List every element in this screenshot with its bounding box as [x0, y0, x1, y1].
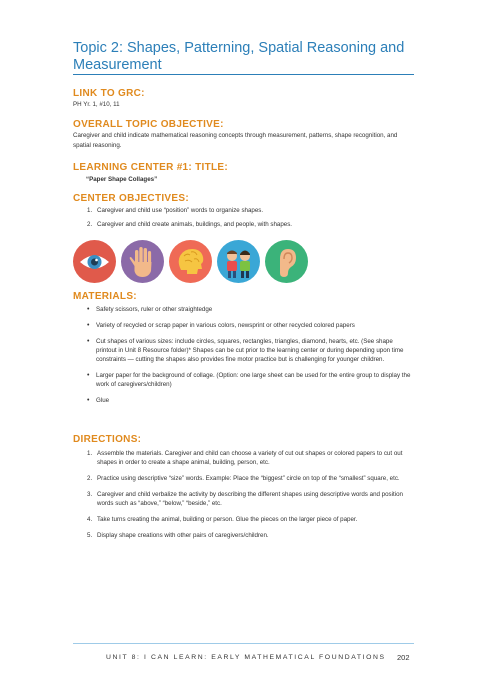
title-divider	[73, 74, 414, 75]
grc-text: PH Yr. 1, #10, 11	[73, 101, 120, 108]
footer-unit-title: UNIT 8: I CAN LEARN: EARLY MATHEMATICAL FOUNDATIONS	[106, 654, 386, 661]
list-item: 1. Caregiver and child use “position” words to organize shapes.	[87, 207, 264, 214]
eye-icon	[73, 240, 116, 283]
materials-heading: MATERIALS:	[73, 291, 137, 302]
list-item: 1. Assemble the materials. Caregiver and child can choose a variety of cut out shapes or colored papers to cut out shapes in order to create a shape animal, building, person, etc.	[87, 450, 403, 466]
directions-heading: DIRECTIONS:	[73, 434, 142, 445]
center-objectives-heading: CENTER OBJECTIVES:	[73, 193, 189, 204]
list-item: 2. Practice using descriptive “size” words. Example: Place the “biggest” circle on top of the “smallest” square, etc.	[87, 475, 400, 482]
brain-icon	[169, 240, 212, 283]
learning-center-heading: LEARNING CENTER #1: TITLE:	[73, 162, 229, 173]
objective-text: Caregiver and child indicate mathematical reasoning concepts through measurement, patterns, shape recognition, and spatial reasoning.	[73, 132, 398, 149]
list-item: 3. Caregiver and child verbalize the activity by describing the different shapes using descriptive words and position words such as “above,” “below,” “beside,” etc.	[87, 491, 403, 507]
objective-heading: OVERALL TOPIC OBJECTIVE:	[73, 119, 224, 130]
page-title: Topic 2: Shapes, Patterning, Spatial Reasoning and Measurement	[73, 40, 405, 73]
hand-icon	[121, 240, 164, 283]
list-item: • Variety of recycled or scrap paper in various colors, newsprint or other recycled colored papers	[87, 322, 355, 329]
ear-icon	[265, 240, 308, 283]
list-item: 4. Take turns creating the animal, building or person. Glue the pieces on the larger piece of paper.	[87, 516, 358, 523]
sense-icons-row	[73, 240, 313, 285]
list-item: • Larger paper for the background of collage. (Option: one large sheet can be used for the entire group to display the work of caregivers/children)	[87, 372, 411, 388]
center-objectives-list	[87, 206, 417, 229]
list-item: • Cut shapes of various sizes: include circles, squares, rectangles, triangles, diamond, hearts, etc. (See shape printout in Unit 8 Resource folder)* Shapes can be cut prior to the learning center or during depending upon time constraints — cutting the shapes also provides fine motor practice but is challenging for younger children.	[87, 338, 404, 363]
list-item: 2. Caregiver and child create animals, buildings, and people, with shapes.	[87, 221, 293, 228]
list-item: 5. Display shape creations with other pairs of caregivers/children.	[87, 532, 269, 539]
children-icon	[217, 240, 260, 283]
footer-divider	[73, 643, 414, 644]
list-item: • Glue	[87, 397, 110, 404]
learning-center-title: “Paper Shape Collages”	[86, 176, 158, 183]
materials-list	[87, 305, 414, 405]
page-number: 202	[397, 653, 410, 662]
directions-list	[87, 449, 415, 540]
list-item: • Safety scissors, ruler or other straightedge	[87, 306, 213, 313]
grc-heading: LINK TO GRC:	[73, 88, 145, 99]
